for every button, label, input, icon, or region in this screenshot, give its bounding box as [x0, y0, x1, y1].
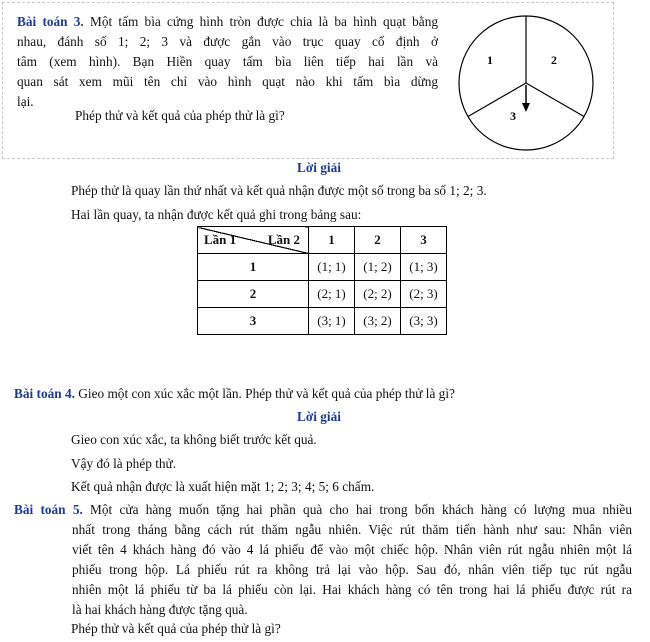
solution-3-line-1: Phép thử là quay lần thứ nhất và kết quả nhận được một số trong ba số 1; 2; 3.	[71, 183, 487, 198]
problem-5-label: Bài toán 5.	[14, 502, 83, 517]
table-cell: (1; 3)	[401, 254, 447, 281]
problem-3-label: Bài toán 3.	[17, 14, 84, 29]
col-header: 2	[355, 227, 401, 254]
wheel-label-3: 3	[510, 109, 516, 123]
row-header: 2	[198, 281, 309, 308]
solution-3-heading: Lời giải	[297, 160, 341, 175]
table-cell: (1; 1)	[309, 254, 355, 281]
table-cell: (2; 1)	[309, 281, 355, 308]
problem-3-question: Phép thử và kết quả của phép thử là gì?	[75, 108, 285, 123]
corner-label-lan-2: Lần 2	[267, 232, 300, 247]
wheel-divider-left	[468, 83, 526, 117]
row-header: 1	[198, 254, 309, 281]
problem-5-statement: Bài toán 5. Một cửa hàng muốn tặng hai phần quà cho hai trong bốn khách hàng có lượng mua nhiều nhất trong tháng bằng cách rút thăm ngẫu nhiên. Việc rút thăm tiến hành như sau: Nhân viên viết tên 4 khách hàng đó vào 4 lá phiếu để vào một chiếc hộp. Nhân viên rút ngẫu nhiên một lá phiếu trong hộp. Lá phiếu rút ra không trả lại vào hộp. Sau đó, nhân viên tiếp tục rút ngẫu nhiên một lá phiếu từ ba lá phiếu còn lại. Hai khách hàng có tên trong hai lá phiếu được rút ra là hai khách hàng được tặng quà.	[14, 502, 632, 617]
table-row	[198, 308, 447, 335]
row-header: 3	[198, 308, 309, 335]
table-cell: (2; 2)	[355, 281, 401, 308]
table-cell: (2; 3)	[401, 281, 447, 308]
solution-4-line-2: Vậy đó là phép thử.	[71, 456, 177, 471]
col-header: 1	[309, 227, 355, 254]
problem-4-statement: Bài toán 4. Gieo một con xúc xắc một lần. Phép thử và kết quả của phép thử là gì?	[14, 386, 455, 401]
arrow-icon	[522, 103, 530, 112]
table-cell: (3; 2)	[355, 308, 401, 335]
wheel-label-1: 1	[487, 53, 493, 67]
results-table	[197, 226, 447, 335]
table-corner-cell	[198, 227, 309, 254]
solution-4-heading: Lời giải	[297, 409, 341, 424]
problem-4-label: Bài toán 4.	[14, 386, 75, 401]
table-cell: (3; 3)	[401, 308, 447, 335]
wheel-label-2: 2	[551, 53, 557, 67]
solution-3-line-2: Hai lần quay, ta nhận được kết quả ghi trong bảng sau:	[71, 207, 362, 222]
table-cell: (1; 2)	[355, 254, 401, 281]
solution-4-line-3: Kết quả nhận được là xuất hiện mặt 1; 2; 3; 4; 5; 6 chấm.	[71, 479, 375, 494]
problem-3-text: Bài toán 3. Một tấm bìa cứng hình tròn được chia là ba hình quạt bằng nhau, đánh số 1; 2; 3 và được gắn vào trục quay cố định ở tâm (xem hình). Bạn Hiền quay tấm bìa liên tiếp hai lần và quan sát xem mũi tên chỉ vào hình quạt nào khi tấm bìa dừng lại.	[17, 14, 438, 109]
table-row	[198, 254, 447, 281]
col-header: 3	[401, 227, 447, 254]
problem-5-question: Phép thử và kết quả của phép thử là gì?	[71, 621, 281, 636]
table-cell: (3; 1)	[309, 308, 355, 335]
corner-label-lan-1: Lần 1	[204, 232, 237, 247]
solution-4-line-1: Gieo con xúc xắc, ta không biết trước kết quả.	[71, 432, 317, 447]
table-row	[198, 281, 447, 308]
wheel-divider-right	[526, 83, 584, 117]
spinner-wheel	[456, 13, 596, 153]
